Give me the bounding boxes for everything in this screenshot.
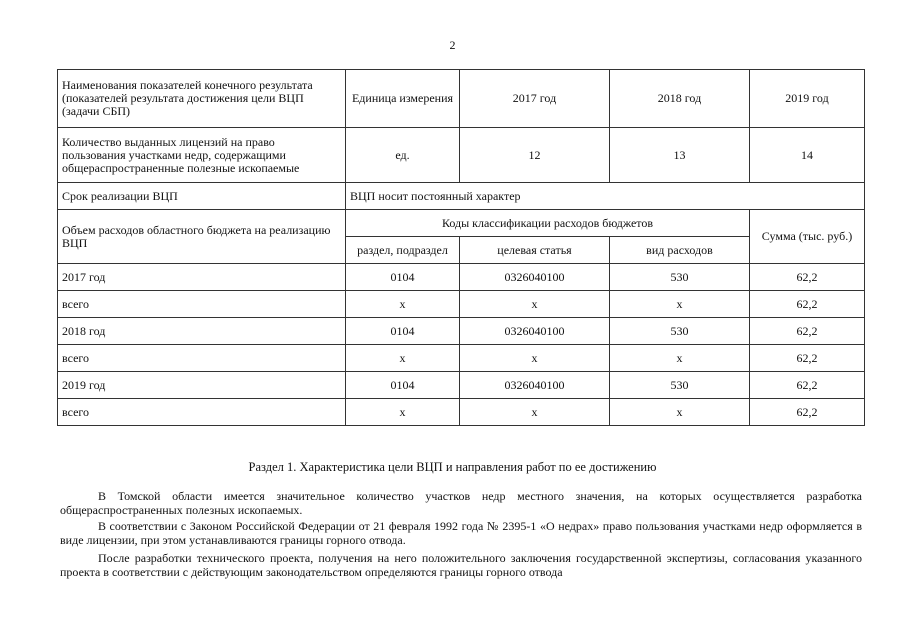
row-sum: 62,2 (750, 291, 865, 318)
licenses-value-2017: 12 (460, 128, 610, 183)
table-row (58, 372, 865, 399)
row-label: всего (58, 345, 346, 372)
paragraph-3: После разработки технического проекта, получения на него положительного заключения государственной экспертизы, согласования указанного проекта в соответствии с действующим законодательством определяются границы горного отвода (60, 551, 862, 579)
page-number: 2 (449, 38, 456, 52)
licenses-label: Количество выданных лицензий на право пользования участками недр, содержащими общераспространенные полезные ископаемые (58, 128, 346, 183)
header-year-2018: 2018 год (610, 70, 750, 128)
row-type: x (610, 345, 750, 372)
term-label: Срок реализации ВЦП (58, 183, 346, 210)
header-unit: Единица измерения (346, 70, 460, 128)
table-row (58, 399, 865, 426)
row-type: 530 (610, 318, 750, 345)
table-row (58, 264, 865, 291)
row-type: x (610, 291, 750, 318)
row-type: x (610, 399, 750, 426)
header-year-2019: 2019 год (750, 70, 865, 128)
row-label: всего (58, 399, 346, 426)
row-article: 0326040100 (460, 372, 610, 399)
section-title: Раздел 1. Характеристика цели ВЦП и направления работ по ее достижению (248, 460, 657, 474)
licenses-value-2019: 14 (750, 128, 865, 183)
paragraph-2: В соответствии с Законом Российской Федерации от 21 февраля 1992 года № 2395-1 «О недрах» право пользования участками недр оформляется в виде лицензии, при этом устанавливаются границы горного отвода. (60, 519, 862, 547)
row-article: x (460, 291, 610, 318)
row-section: x (346, 291, 460, 318)
table-row (58, 345, 865, 372)
paragraph-1: В Томской области имеется значительное количество участков недр местного значения, на которых осуществляется разработка общераспространенных полезных ископаемых. (60, 489, 862, 517)
row-article: x (460, 345, 610, 372)
row-type: 530 (610, 372, 750, 399)
row-sum: 62,2 (750, 345, 865, 372)
row-article: 0326040100 (460, 264, 610, 291)
row-sum: 62,2 (750, 318, 865, 345)
licenses-row (58, 128, 865, 183)
indicators-table (57, 69, 865, 426)
row-type: 530 (610, 264, 750, 291)
row-label: всего (58, 291, 346, 318)
row-section: x (346, 399, 460, 426)
row-sum: 62,2 (750, 399, 865, 426)
header-year-2017: 2017 год (460, 70, 610, 128)
table-header-row (58, 70, 865, 128)
table-row (58, 318, 865, 345)
row-label: 2019 год (58, 372, 346, 399)
licenses-unit: ед. (346, 128, 460, 183)
row-section: 0104 (346, 372, 460, 399)
subcol-article: целевая статья (460, 237, 610, 264)
budget-codes-title: Коды классификации расходов бюджетов (346, 210, 750, 237)
row-sum: 62,2 (750, 264, 865, 291)
row-article: 0326040100 (460, 318, 610, 345)
budget-header-row (58, 210, 865, 237)
licenses-value-2018: 13 (610, 128, 750, 183)
row-section: 0104 (346, 318, 460, 345)
subcol-section: раздел, подраздел (346, 237, 460, 264)
row-section: x (346, 345, 460, 372)
row-article: x (460, 399, 610, 426)
row-label: 2018 год (58, 318, 346, 345)
subcol-type: вид расходов (610, 237, 750, 264)
header-indicator: Наименования показателей конечного результата (показателей результата достижения цели ВЦП (задачи СБП) (58, 70, 346, 128)
budget-label: Объем расходов областного бюджета на реализацию ВЦП (58, 210, 346, 264)
row-section: 0104 (346, 264, 460, 291)
term-row (58, 183, 865, 210)
row-label: 2017 год (58, 264, 346, 291)
table-row (58, 291, 865, 318)
row-sum: 62,2 (750, 372, 865, 399)
budget-sum-title: Сумма (тыс. руб.) (750, 210, 865, 264)
term-value: ВЦП носит постоянный характер (346, 183, 865, 210)
